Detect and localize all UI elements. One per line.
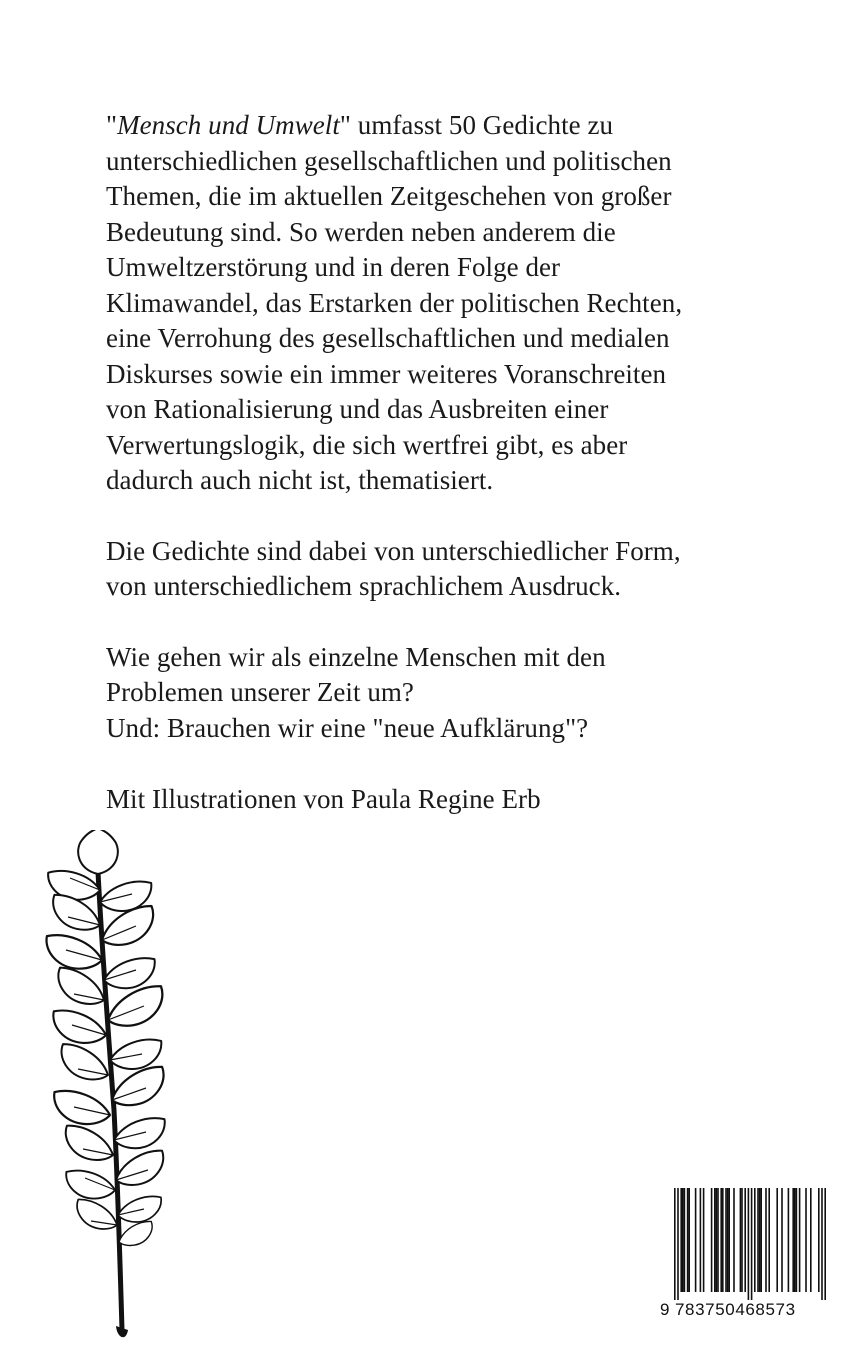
barcode-bars (660, 1188, 826, 1300)
leaf (114, 1150, 165, 1186)
isbn-first-digit: 9 (660, 1300, 671, 1319)
leaf (117, 1193, 161, 1225)
barcode-bar (796, 1188, 798, 1292)
barcode-bar (741, 1188, 743, 1292)
text-line: Themen, die im aktuellen Zeitgeschehen von großer (106, 181, 672, 211)
barcode-bar (810, 1188, 812, 1292)
blurb-paragraph-form (106, 534, 766, 605)
barcode-bar (725, 1188, 727, 1292)
barcode-bar (788, 1188, 790, 1292)
text-line: Und: Brauchen wir eine "neue Aufklärung"? (106, 712, 589, 743)
text-line: Klimawandel, das Erstarken der politischen Rechten, (106, 287, 683, 318)
text-line: Verwertungslogik, die sich wertfrei gibt, es aber (106, 429, 628, 460)
back-cover-blurb (106, 108, 766, 818)
barcode-bar (717, 1188, 719, 1292)
barcode-bar (682, 1188, 684, 1292)
barcode-bar (714, 1188, 716, 1292)
barcode-bar (727, 1188, 729, 1292)
barcode-bar (760, 1188, 762, 1292)
text-line: Die Gedichte sind dabei von unterschiedlicher Form, (106, 535, 681, 566)
barcode-bar (744, 1188, 746, 1292)
text-line: Diskurses sowie ein immer weiteres Voranschreiten (106, 358, 667, 389)
text-line: Problemen unserer Zeit um? (106, 677, 414, 707)
barcode-bar (720, 1188, 722, 1292)
leaf (109, 1067, 166, 1107)
text-line: unterschiedlichen gesellschaftlichen und politischen (106, 145, 672, 176)
barcode-bar (792, 1188, 794, 1292)
barcode-bar (677, 1188, 679, 1300)
barcode-bar (824, 1188, 826, 1300)
isbn-digits: 783750468573 (675, 1300, 796, 1319)
text-line: Wie gehen wir als einzelne Menschen mit den (106, 641, 606, 672)
barcode-bar (759, 1188, 761, 1292)
leaf (99, 906, 156, 947)
barcode-bar (680, 1188, 682, 1292)
barcode-bar (754, 1188, 756, 1292)
barcode-bar (740, 1188, 742, 1292)
text-line: von Rationalisierung und das Ausbreiten einer (106, 394, 609, 424)
leaf (53, 1008, 106, 1046)
text-line: eine Verrohung des gesellschaftlichen und medialen (106, 323, 670, 353)
leaf (59, 1044, 111, 1081)
book-title: Mensch und Umwelt (117, 110, 340, 140)
intro-first-line: "Mensch und Umwelt" umfasst 50 Gedichte zu (106, 110, 614, 140)
leaf (75, 1199, 119, 1230)
leaf (55, 967, 108, 1006)
barcode-bar (695, 1188, 697, 1292)
text-line: Bedeutung sind. So werden neben anderem die (106, 216, 616, 247)
leaf (78, 830, 118, 874)
blurb-paragraph-intro (106, 108, 766, 499)
barcode-bar (818, 1188, 820, 1292)
barcode-bar (700, 1188, 702, 1292)
barcode-bar (757, 1188, 759, 1292)
barcode-bar (674, 1188, 676, 1300)
leaf (106, 986, 165, 1027)
isbn-barcode (660, 1188, 826, 1326)
barcode-bar (768, 1188, 770, 1292)
barcode-bar (711, 1188, 713, 1292)
barcode-bar (728, 1188, 730, 1292)
barcode-bar (716, 1188, 718, 1292)
barcode-bar (799, 1188, 801, 1292)
leaf (46, 931, 103, 971)
barcode-bar (722, 1188, 724, 1292)
leaf (64, 1125, 115, 1161)
barcode-bar (688, 1188, 690, 1292)
barcode-bar (805, 1188, 807, 1292)
leaf (118, 1221, 154, 1246)
barcode-bar (748, 1188, 750, 1300)
leaf (66, 1165, 116, 1202)
text-line: Umweltzerstörung und in deren Folge der (106, 252, 561, 282)
leaf (113, 1114, 165, 1151)
leaf (51, 895, 102, 932)
barcode-bar (703, 1188, 705, 1292)
blurb-paragraph-questions (106, 640, 766, 747)
leaf (54, 1086, 111, 1127)
barcode-bar (765, 1188, 767, 1292)
barcode-bar (733, 1188, 735, 1292)
barcode-bar (684, 1188, 686, 1292)
leafy-branch-illustration (18, 830, 208, 1350)
barcode-bar (776, 1188, 778, 1292)
barcode-bar (781, 1188, 783, 1292)
barcode-bar (794, 1188, 796, 1292)
barcode-bar (821, 1188, 823, 1300)
text-line: von unterschiedlichem sprachlichem Ausdruck. (106, 571, 622, 601)
barcode-bar (687, 1188, 689, 1292)
barcode-bar (751, 1188, 753, 1300)
illustrator-credit: Mit Illustrationen von Paula Regine Erb (106, 784, 541, 814)
text-line: dadurch auch nicht ist, thematisiert. (106, 465, 494, 495)
